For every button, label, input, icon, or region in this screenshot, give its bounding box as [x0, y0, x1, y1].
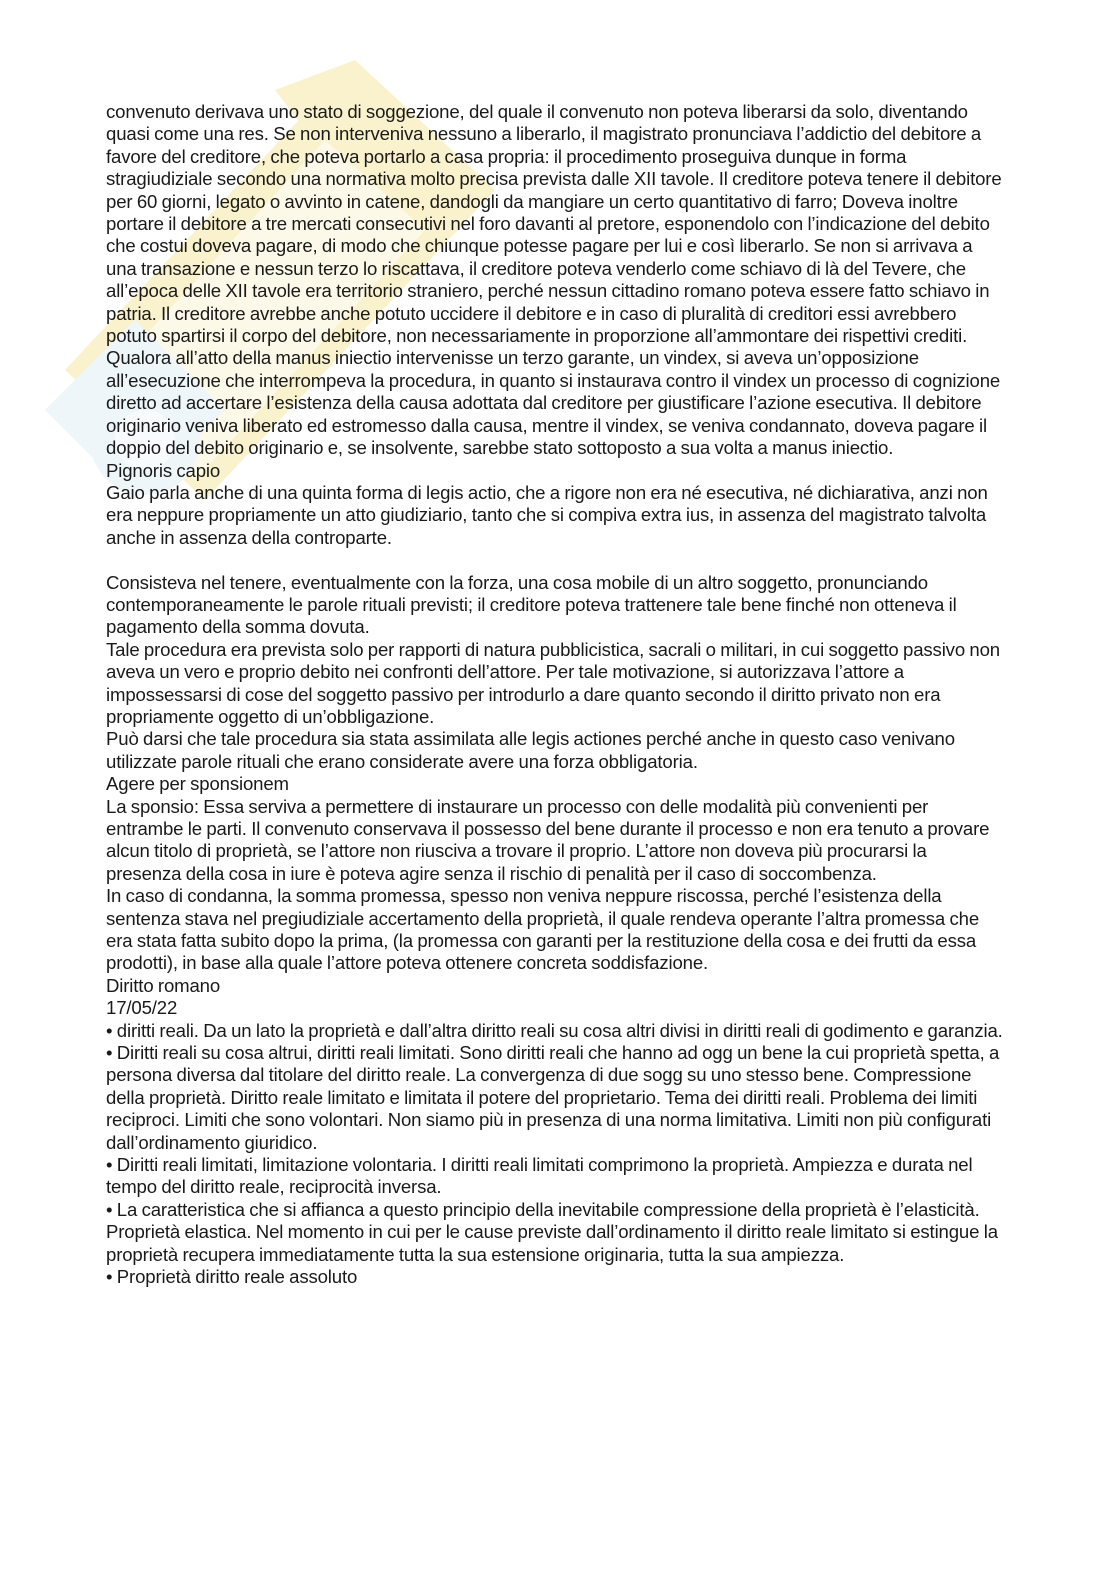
bullet-diritti-reali-cosa-altrui: • Diritti reali su cosa altrui, diritti reali limitati. Sono diritti reali che hanno ad ogg un bene la cui proprietà spetta, a persona diversa dal titolare del diritto reale. La convergenza di due sogg su uno stesso bene. Compressione della proprietà. Diritto reale limitato e limitata il potere del proprietario. Tema dei diritti reali. Problema dei limiti reciproci. Limiti che sono volontari. Non siamo più in presenza di una norma limitativa. Limiti non più configurati dall’ordinamento giuridico.	[106, 1042, 1000, 1153]
paragraph-tale-procedura: Tale procedura era prevista solo per rapporti di natura pubblicistica, sacrali o militari, in cui soggetto passivo non aveva un vero e proprio debito nei confronti dell’attore. Per tale motivazione, si autorizzava l’attore a impossessarsi di cose del soggetto passivo per introdurlo a dare quanto secondo il diritto privato non era propriamente oggetto di un’obbligazione.	[106, 638, 1000, 727]
bullet-proprieta-assoluto: • Proprietà diritto reale assoluto	[106, 1266, 358, 1288]
heading-agere-per-sponsionem: Agere per sponsionem	[106, 773, 289, 795]
bullet-diritti-reali: • diritti reali. Da un lato la proprietà e dall’altra diritto reali su cosa altri divisi in diritti reali di godimento e garanzia.	[106, 1019, 1003, 1041]
blank-line	[106, 549, 1006, 571]
document-body	[106, 101, 1006, 1289]
paragraph-puo-darsi: Può darsi che tale procedura sia stata assimilata alle legis actiones perché anche in questo caso venivano utilizzate parole rituali che erano considerate avere una forza obbligatoria.	[106, 728, 955, 772]
paragraph-manus-iniectio: convenuto derivava uno stato di soggezione, del quale il convenuto non poteva liberarsi da solo, diventando quasi come una res. Se non interveniva nessuno a liberarlo, il magistrato pronunciava l’addictio del debitore a favore del creditore, che poteva portarlo a casa propria: il procedimento proseguiva dunque in forma stragiudiziale secondo una normativa molto precisa prevista dalle XII tavole. Il creditore poteva tenere il debitore per 60 giorni, legato o avvinto in catene, dandogli da mangiare un certo quantitativo di farro; Doveva inoltre portare il debitore a tre mercati consecutivi nel foro davanti al pretore, esponendolo con l’indicazione del debito che costui doveva pagare, di modo che chiunque potesse pagare per lui e così liberarlo. Se non si arrivava a una transazione e nessun terzo lo riscattava, il creditore poteva venderlo come schiavo di là del Tevere, che all’epoca delle XII tavole era territorio straniero, perché nessun cittadino romano poteva essere fatto schiavo in patria. Il creditore avrebbe anche potuto uccidere il debitore e in caso di pluralità di creditori essi avrebbero potuto spartirsi il corpo del debitore, non necessariamente in proporzione all’ammontare dei rispettivi crediti. Qualora all’atto della manus iniectio intervenisse un terzo garante, un vindex, si aveva un’opposizione all’esecuzione che interrompeva la procedura, in quanto si instaurava contro il vindex un processo di cognizione diretto ad accertare l’esistenza della causa adottata dal creditore per giustificare l’azione esecutiva. Il debitore originario veniva liberato ed estromesso dalla causa, mentre il vindex, se veniva condannato, doveva pagare il doppio del debito originario e, se insolvente, sarebbe stato sottoposto a sua volta a manus iniectio.	[106, 101, 1002, 459]
heading-pignoris-capio: Pignoris capio	[106, 459, 221, 481]
paragraph-condanna: In caso di condanna, la somma promessa, spesso non veniva neppure riscossa, perché l’esistenza della sentenza stava nel pregiudiziale accertamento della proprietà, il quale rendeva operante l’altra promessa che era stata fatta subito dopo la prima, (la promessa con garanti per la restituzione della cosa e dei frutti da essa prodotti), in base alla quale l’attore poteva ottenere concreta soddisfazione.	[106, 885, 980, 974]
date-line: 17/05/22	[106, 997, 178, 1019]
paragraph-consisteva: Consisteva nel tenere, eventualmente con la forza, una cosa mobile di un altro soggetto, pronunciando contemporaneamente le parole rituali previsti; il creditore poteva trattenere tale bene finché non otteneva il pagamento della somma dovuta.	[106, 571, 957, 638]
bullet-elasticita: • La caratteristica che si affianca a questo principio della inevitabile compressione della proprietà è l’elasticità. Proprietà elastica. Nel momento in cui per le cause previste dall’ordinamento il diritto reale limitato si estingue la proprietà recupera immediatamente tutta la sua estensione originaria, tutta la sua ampiezza.	[106, 1198, 998, 1265]
paragraph-sponsio: La sponsio: Essa serviva a permettere di instaurare un processo con delle modalità più convenienti per entrambe le parti. Il convenuto conservava il possesso del bene durante il processo e non era tenuto a provare alcun titolo di proprietà, se l’attore non riusciva a trovare il proprio. L’attore non doveva più procurarsi la presenza della cosa in iure è poteva agire senza il rischio di penalità per il caso di soccombenza.	[106, 795, 990, 884]
bullet-diritti-reali-limitati: • Diritti reali limitati, limitazione volontaria. I diritti reali limitati comprimono la proprietà. Ampiezza e durata nel tempo del diritto reale, reciprocità inversa.	[106, 1154, 973, 1198]
paragraph-gaio: Gaio parla anche di una quinta forma di legis actio, che a rigore non era né esecutiva, né dichiarativa, anzi non era neppure propriamente un atto giudiziario, tanto che si compiva extra ius, in assenza del magistrato talvolta anche in assenza della controparte.	[106, 481, 988, 548]
heading-diritto-romano: Diritto romano	[106, 974, 221, 996]
